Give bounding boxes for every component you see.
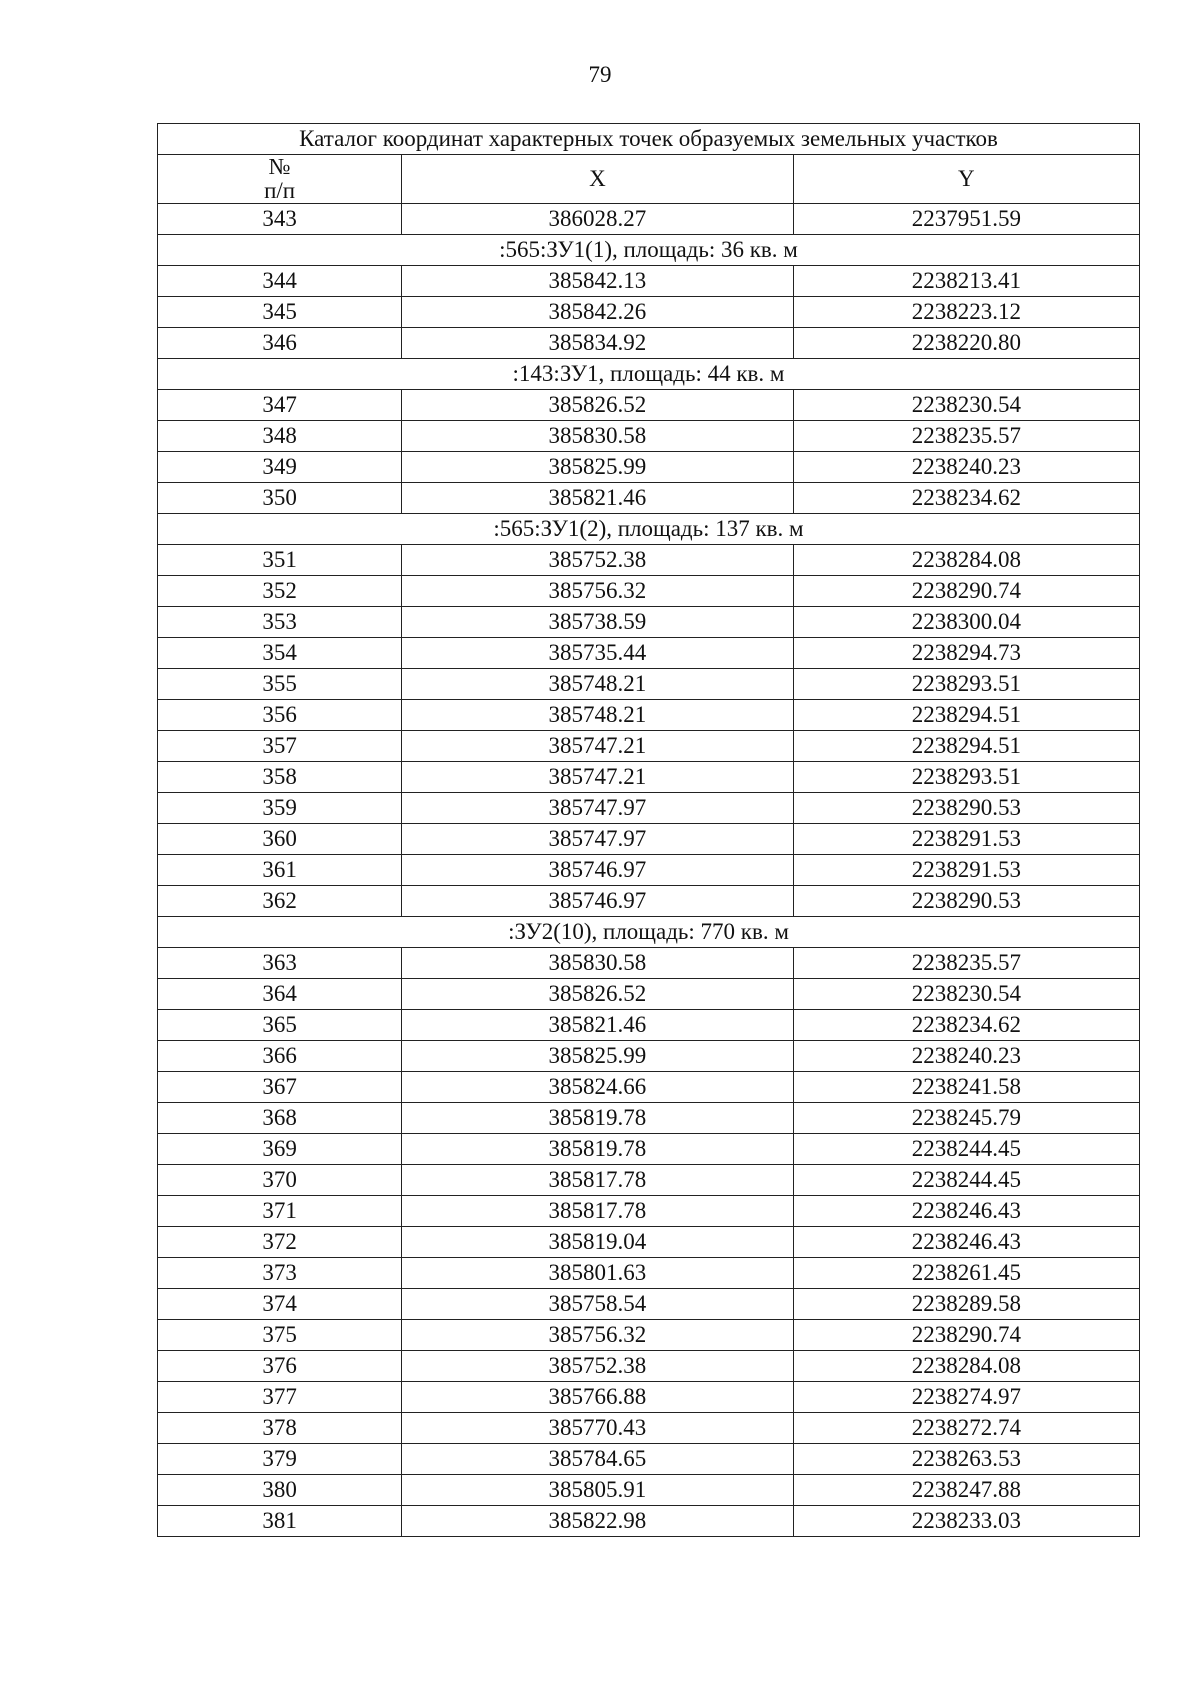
x-coordinate-cell: 385752.38 <box>402 545 793 576</box>
table-row <box>158 421 1140 452</box>
y-coordinate-cell: 2238245.79 <box>793 1103 1139 1134</box>
x-coordinate-cell: 385746.97 <box>402 855 793 886</box>
point-number-cell: 375 <box>158 1320 402 1351</box>
y-coordinate-cell: 2238233.03 <box>793 1506 1139 1537</box>
x-coordinate-cell: 385758.54 <box>402 1289 793 1320</box>
section-row <box>158 235 1140 266</box>
point-number-cell: 371 <box>158 1196 402 1227</box>
section-label: :ЗУ2(10), площадь: 770 кв. м <box>158 917 1140 948</box>
header-y: Y <box>793 155 1139 204</box>
y-coordinate-cell: 2238289.58 <box>793 1289 1139 1320</box>
table-row <box>158 1289 1140 1320</box>
y-coordinate-cell: 2238274.97 <box>793 1382 1139 1413</box>
table-row <box>158 1382 1140 1413</box>
point-number-cell: 347 <box>158 390 402 421</box>
x-coordinate-cell: 385821.46 <box>402 483 793 514</box>
table-row <box>158 204 1140 235</box>
y-coordinate-cell: 2238263.53 <box>793 1444 1139 1475</box>
x-coordinate-cell: 385825.99 <box>402 452 793 483</box>
table-row <box>158 762 1140 793</box>
y-coordinate-cell: 2238223.12 <box>793 297 1139 328</box>
point-number-cell: 360 <box>158 824 402 855</box>
x-coordinate-cell: 385735.44 <box>402 638 793 669</box>
y-coordinate-cell: 2238247.88 <box>793 1475 1139 1506</box>
page-number: 79 <box>588 62 612 87</box>
x-coordinate-cell: 386028.27 <box>402 204 793 235</box>
y-coordinate-cell: 2238284.08 <box>793 545 1139 576</box>
y-coordinate-cell: 2238230.54 <box>793 390 1139 421</box>
y-coordinate-cell: 2238284.08 <box>793 1351 1139 1382</box>
x-coordinate-cell: 385822.98 <box>402 1506 793 1537</box>
table-row <box>158 576 1140 607</box>
table-row <box>158 1041 1140 1072</box>
table-row <box>158 886 1140 917</box>
y-coordinate-cell: 2238230.54 <box>793 979 1139 1010</box>
y-coordinate-cell: 2238234.62 <box>793 1010 1139 1041</box>
x-coordinate-cell: 385824.66 <box>402 1072 793 1103</box>
x-coordinate-cell: 385819.78 <box>402 1103 793 1134</box>
table-row <box>158 545 1140 576</box>
x-coordinate-cell: 385752.38 <box>402 1351 793 1382</box>
table-row <box>158 1475 1140 1506</box>
table-row <box>158 297 1140 328</box>
y-coordinate-cell: 2238293.51 <box>793 669 1139 700</box>
x-coordinate-cell: 385826.52 <box>402 979 793 1010</box>
y-coordinate-cell: 2238290.74 <box>793 576 1139 607</box>
point-number-cell: 361 <box>158 855 402 886</box>
x-coordinate-cell: 385747.21 <box>402 762 793 793</box>
point-number-cell: 352 <box>158 576 402 607</box>
section-row <box>158 514 1140 545</box>
table-row <box>158 1165 1140 1196</box>
y-coordinate-cell: 2238294.51 <box>793 700 1139 731</box>
table-row <box>158 731 1140 762</box>
y-coordinate-cell: 2238235.57 <box>793 421 1139 452</box>
x-coordinate-cell: 385738.59 <box>402 607 793 638</box>
y-coordinate-cell: 2238240.23 <box>793 1041 1139 1072</box>
y-coordinate-cell: 2237951.59 <box>793 204 1139 235</box>
point-number-cell: 348 <box>158 421 402 452</box>
y-coordinate-cell: 2238241.58 <box>793 1072 1139 1103</box>
table-row <box>158 328 1140 359</box>
section-label: :143:ЗУ1, площадь: 44 кв. м <box>158 359 1140 390</box>
header-x: X <box>402 155 793 204</box>
header-number <box>158 155 402 204</box>
y-coordinate-cell: 2238272.74 <box>793 1413 1139 1444</box>
table-row <box>158 824 1140 855</box>
table-caption: Каталог координат характерных точек образуемых земельных участков <box>158 124 1140 155</box>
point-number-cell: 358 <box>158 762 402 793</box>
y-coordinate-cell: 2238291.53 <box>793 824 1139 855</box>
table-row <box>158 452 1140 483</box>
table-caption-row <box>158 124 1140 155</box>
table-row <box>158 1196 1140 1227</box>
point-number-cell: 350 <box>158 483 402 514</box>
table-row <box>158 638 1140 669</box>
point-number-cell: 367 <box>158 1072 402 1103</box>
y-coordinate-cell: 2238235.57 <box>793 948 1139 979</box>
table-row <box>158 855 1140 886</box>
point-number-cell: 346 <box>158 328 402 359</box>
x-coordinate-cell: 385766.88 <box>402 1382 793 1413</box>
table-row <box>158 1103 1140 1134</box>
table-row <box>158 390 1140 421</box>
x-coordinate-cell: 385770.43 <box>402 1413 793 1444</box>
point-number-cell: 351 <box>158 545 402 576</box>
x-coordinate-cell: 385817.78 <box>402 1165 793 1196</box>
point-number-cell: 364 <box>158 979 402 1010</box>
y-coordinate-cell: 2238244.45 <box>793 1134 1139 1165</box>
x-coordinate-cell: 385819.04 <box>402 1227 793 1258</box>
x-coordinate-cell: 385747.21 <box>402 731 793 762</box>
x-coordinate-cell: 385842.13 <box>402 266 793 297</box>
x-coordinate-cell: 385817.78 <box>402 1196 793 1227</box>
table-row <box>158 700 1140 731</box>
x-coordinate-cell: 385756.32 <box>402 1320 793 1351</box>
table-row <box>158 607 1140 638</box>
point-number-cell: 356 <box>158 700 402 731</box>
x-coordinate-cell: 385748.21 <box>402 669 793 700</box>
point-number-cell: 373 <box>158 1258 402 1289</box>
y-coordinate-cell: 2238293.51 <box>793 762 1139 793</box>
table-row <box>158 1413 1140 1444</box>
x-coordinate-cell: 385826.52 <box>402 390 793 421</box>
y-coordinate-cell: 2238261.45 <box>793 1258 1139 1289</box>
y-coordinate-cell: 2238220.80 <box>793 328 1139 359</box>
table-body <box>158 204 1140 1537</box>
x-coordinate-cell: 385747.97 <box>402 824 793 855</box>
point-number-cell: 372 <box>158 1227 402 1258</box>
x-coordinate-cell: 385830.58 <box>402 948 793 979</box>
y-coordinate-cell: 2238213.41 <box>793 266 1139 297</box>
table-row <box>158 1134 1140 1165</box>
point-number-cell: 363 <box>158 948 402 979</box>
point-number-cell: 362 <box>158 886 402 917</box>
y-coordinate-cell: 2238290.53 <box>793 793 1139 824</box>
point-number-cell: 378 <box>158 1413 402 1444</box>
point-number-cell: 343 <box>158 204 402 235</box>
table-row <box>158 1320 1140 1351</box>
x-coordinate-cell: 385801.63 <box>402 1258 793 1289</box>
x-coordinate-cell: 385805.91 <box>402 1475 793 1506</box>
point-number-cell: 369 <box>158 1134 402 1165</box>
x-coordinate-cell: 385821.46 <box>402 1010 793 1041</box>
y-coordinate-cell: 2238294.73 <box>793 638 1139 669</box>
table-row <box>158 1072 1140 1103</box>
point-number-cell: 368 <box>158 1103 402 1134</box>
table-row <box>158 1227 1140 1258</box>
point-number-cell: 345 <box>158 297 402 328</box>
header-number-sub: п/п <box>264 178 296 203</box>
point-number-cell: 366 <box>158 1041 402 1072</box>
table-row <box>158 483 1140 514</box>
point-number-cell: 344 <box>158 266 402 297</box>
y-coordinate-cell: 2238240.23 <box>793 452 1139 483</box>
point-number-cell: 374 <box>158 1289 402 1320</box>
x-coordinate-cell: 385830.58 <box>402 421 793 452</box>
point-number-cell: 381 <box>158 1506 402 1537</box>
point-number-cell: 357 <box>158 731 402 762</box>
x-coordinate-cell: 385784.65 <box>402 1444 793 1475</box>
y-coordinate-cell: 2238234.62 <box>793 483 1139 514</box>
section-row <box>158 359 1140 390</box>
table-row <box>158 1444 1140 1475</box>
point-number-cell: 354 <box>158 638 402 669</box>
section-label: :565:ЗУ1(2), площадь: 137 кв. м <box>158 514 1140 545</box>
y-coordinate-cell: 2238290.53 <box>793 886 1139 917</box>
section-label: :565:ЗУ1(1), площадь: 36 кв. м <box>158 235 1140 266</box>
x-coordinate-cell: 385819.78 <box>402 1134 793 1165</box>
point-number-cell: 379 <box>158 1444 402 1475</box>
y-coordinate-cell: 2238246.43 <box>793 1196 1139 1227</box>
y-coordinate-cell: 2238290.74 <box>793 1320 1139 1351</box>
point-number-cell: 353 <box>158 607 402 638</box>
point-number-cell: 370 <box>158 1165 402 1196</box>
table-row <box>158 1506 1140 1537</box>
header-number-sign: № <box>268 154 291 179</box>
table-row <box>158 669 1140 700</box>
table-row <box>158 948 1140 979</box>
x-coordinate-cell: 385825.99 <box>402 1041 793 1072</box>
x-coordinate-cell: 385747.97 <box>402 793 793 824</box>
point-number-cell: 380 <box>158 1475 402 1506</box>
point-number-cell: 365 <box>158 1010 402 1041</box>
table-row <box>158 979 1140 1010</box>
table-row <box>158 1258 1140 1289</box>
table-row <box>158 266 1140 297</box>
table-row <box>158 793 1140 824</box>
point-number-cell: 349 <box>158 452 402 483</box>
x-coordinate-cell: 385756.32 <box>402 576 793 607</box>
point-number-cell: 355 <box>158 669 402 700</box>
y-coordinate-cell: 2238294.51 <box>793 731 1139 762</box>
x-coordinate-cell: 385834.92 <box>402 328 793 359</box>
point-number-cell: 376 <box>158 1351 402 1382</box>
table-row <box>158 1351 1140 1382</box>
table-row <box>158 1010 1140 1041</box>
point-number-cell: 377 <box>158 1382 402 1413</box>
y-coordinate-cell: 2238246.43 <box>793 1227 1139 1258</box>
x-coordinate-cell: 385842.26 <box>402 297 793 328</box>
coordinate-catalog-table <box>157 123 1140 1537</box>
x-coordinate-cell: 385748.21 <box>402 700 793 731</box>
x-coordinate-cell: 385746.97 <box>402 886 793 917</box>
y-coordinate-cell: 2238291.53 <box>793 855 1139 886</box>
y-coordinate-cell: 2238300.04 <box>793 607 1139 638</box>
y-coordinate-cell: 2238244.45 <box>793 1165 1139 1196</box>
section-row <box>158 917 1140 948</box>
point-number-cell: 359 <box>158 793 402 824</box>
table-header-row <box>158 155 1140 204</box>
